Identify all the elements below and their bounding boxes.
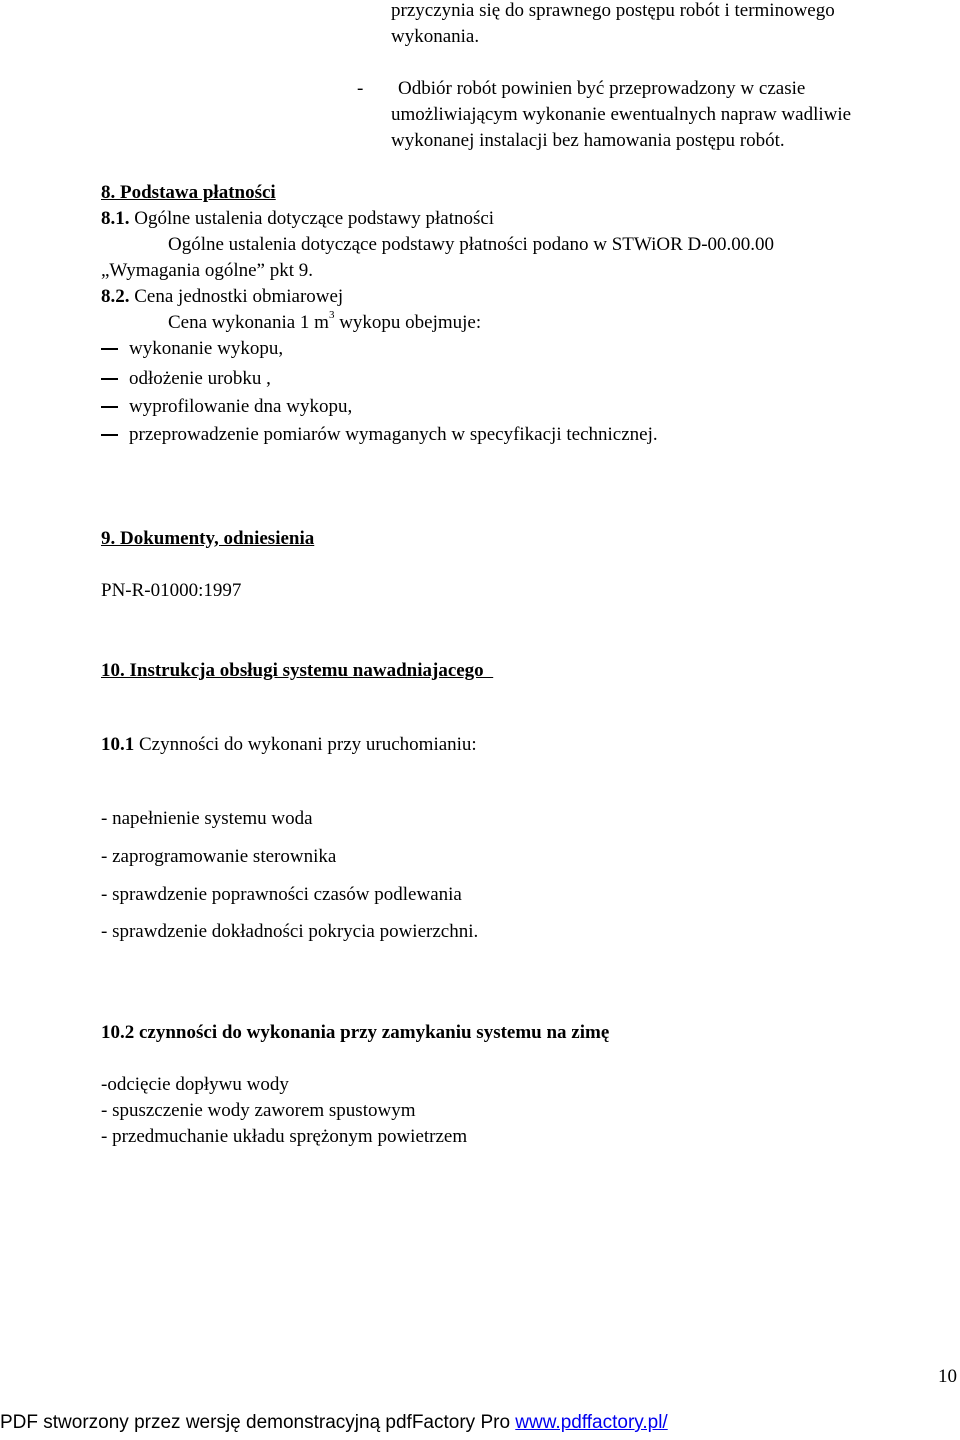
list-item: - sprawdzenie dokładności pokrycia powierzchni. (101, 921, 479, 942)
paragraph-line: Ogólne ustalenia dotyczące podstawy płatności podano w STWiOR D-00.00.00 (168, 234, 775, 255)
pdf-footer (0, 1410, 668, 1436)
subsection-title: Cena jednostki obmiarowej (129, 286, 344, 307)
subsection-heading (101, 732, 477, 758)
subsection-number: 10.1 (101, 734, 135, 755)
intro-bullet-line: wykonanej instalacji bez hamowania postępu robót. (391, 130, 785, 151)
footer-link[interactable]: www.pdffactory.pl/ (515, 1412, 668, 1433)
subsection-title: Czynności do wykonani przy uruchomianiu: (134, 734, 477, 755)
superscript: 3 (328, 308, 335, 321)
list-item: - zaprogramowanie sterownika (101, 846, 337, 867)
intro-line: przyczynia się do sprawnego postępu robót i terminowego (391, 0, 835, 21)
dash-bullet (101, 434, 118, 436)
page-number: 10 (938, 1366, 957, 1387)
list-item: - sprawdzenie poprawności czasów podlewania (101, 884, 462, 905)
reference-standard: PN-R-01000:1997 (101, 580, 242, 601)
paragraph-line: Cena wykonania 1 $m^3$ wykopu obejmuje: (168, 308, 482, 333)
subsection-heading: 10.2 czynności do wykonania przy zamykaniu systemu na zimę (101, 1022, 610, 1043)
subsection-number: 8.1. (101, 208, 130, 229)
subsection-title: Ogólne ustalenia dotyczące podstawy płatności (129, 208, 495, 229)
section-heading: 9. Dokumenty, odniesienia (101, 528, 315, 549)
list-item: - napełnienie systemu woda (101, 808, 313, 829)
paragraph-line: „Wymagania ogólne” pkt 9. (101, 260, 314, 281)
dash-bullet (101, 348, 118, 350)
list-item: -odcięcie dopływu wody (101, 1074, 289, 1095)
section-heading: 10. Instrukcja obsługi systemu nawadniajacego (101, 660, 494, 681)
bullet-dash: - (357, 78, 364, 99)
intro-bullet-line: umożliwiającym wykonanie ewentualnych napraw wadliwie (391, 104, 852, 125)
section-heading: 8. Podstawa płatności (101, 182, 276, 203)
dash-bullet (101, 378, 118, 380)
dash-bullet (101, 406, 118, 408)
footer-text: PDF stworzony przez wersję demonstracyjną pdfFactory Pro (0, 1412, 516, 1433)
list-item: - spuszczenie wody zaworem spustowym (101, 1100, 416, 1121)
subsection-number: 8.2. (101, 286, 130, 307)
intro-bullet-line: Odbiór robót powinien być przeprowadzony w czasie (398, 78, 806, 99)
subsection-heading (101, 206, 494, 232)
list-item: - przedmuchanie układu sprężonym powietrzem (101, 1126, 468, 1147)
subsection-heading (101, 284, 343, 310)
intro-line: wykonania. (391, 26, 480, 47)
